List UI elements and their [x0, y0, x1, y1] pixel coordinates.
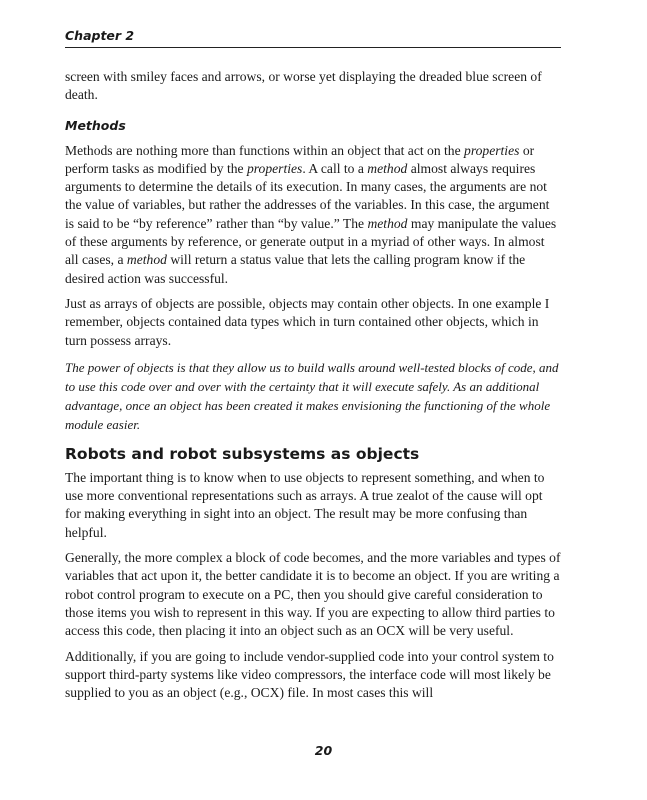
page-number: 20: [314, 743, 333, 758]
methods-paragraph: Methods are nothing more than functions within an object that act on the properties or perform tasks as modified by the properties. A call to a method almost always requires arguments to determine the details of its execution. In many cases, the arguments are not the value of variables, but rather the addresses of the variables. In this case, the argument is said to be “by reference” rather than “by value.” The method may manipulate the values of these arguments by reference, or generate output in a myriad of other ways. In almost all cases, a method will return a status value that lets the calling program know if the desired action was successful.: [65, 142, 557, 286]
page-body: [65, 28, 561, 702]
robots-paragraph-2: Generally, the more complex a block of code becomes, and the more variables and types of variables that act upon it, the better candidate it is to become an object. If you are writing a robot control program to execute on a PC, then you should give careful consideration to those items you wish to represent in this way. If you are expecting to allow third parties to access this code, then placing it into an object such as an OCX will be very useful.: [65, 550, 561, 639]
robots-heading: Robots and robot subsystems as objects: [65, 444, 420, 463]
italic-note: The power of objects is that they allow us to build walls around well-tested blocks of code, and to use this code over and over with the certainty that it will execute safely. As an additional advantage, once an object has been created it makes envisioning the functioning of the whole module easier.: [65, 359, 559, 432]
objects-paragraph: Just as arrays of objects are possible, objects may contain other objects. In one example I remember, objects contained data types which in turn contained other objects, which in turn possess arrays.: [65, 295, 550, 348]
intro-paragraph: screen with smiley faces and arrows, or worse yet displaying the dreaded blue screen of death.: [65, 69, 542, 103]
robots-paragraph-3: Additionally, if you are going to include vendor-supplied code into your control system to support third-party systems like video compressors, the interface code will most likely be supplied to you as an object (e.g., OCX) file. In most cases this will: [65, 648, 554, 701]
robots-paragraph-1: The important thing is to know when to use objects to represent something, and when to use more conventional representations such as arrays. A true zealot of the cause will opt for making everything in sight into an object. The result may be more confusing than helpful.: [65, 469, 545, 540]
methods-heading: Methods: [65, 117, 126, 133]
running-header: Chapter 2: [65, 28, 561, 48]
